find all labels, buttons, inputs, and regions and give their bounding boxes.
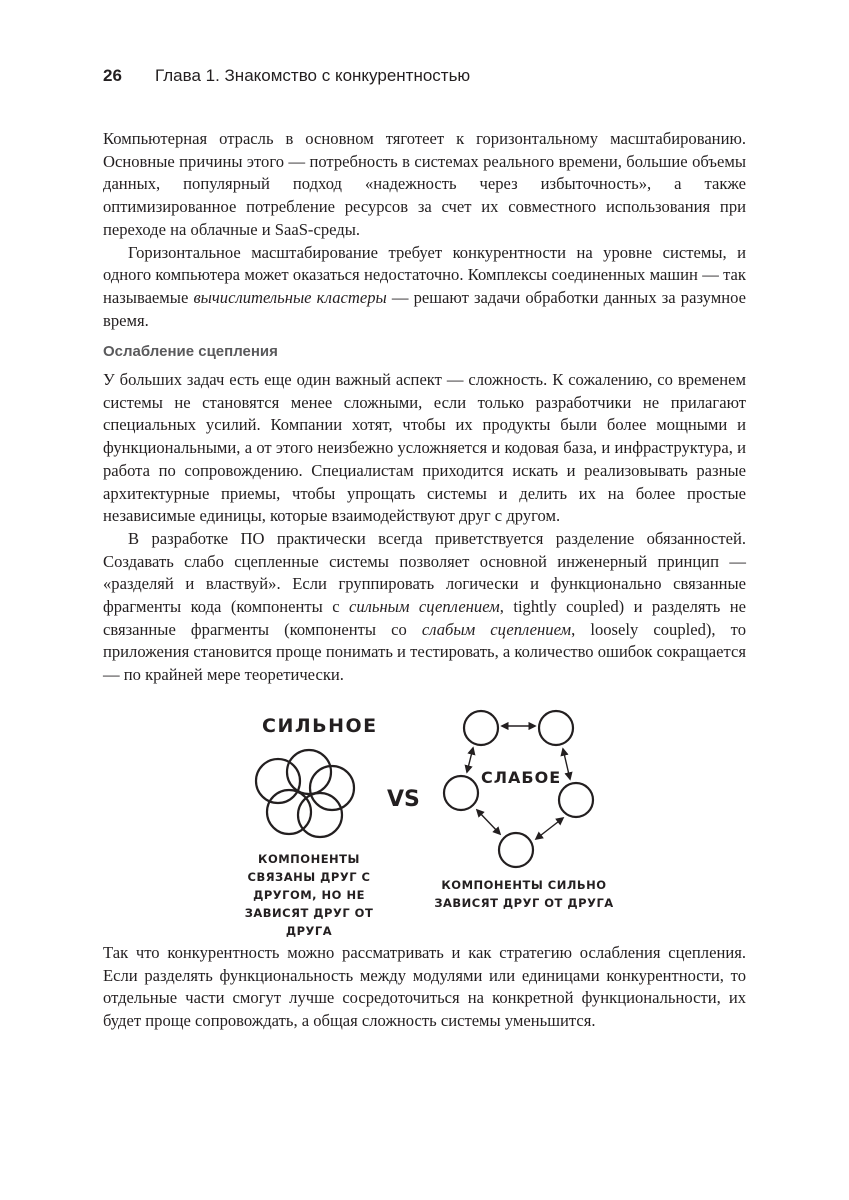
- vs-label: VS: [387, 787, 420, 812]
- dependency-arrow: [467, 748, 473, 772]
- term-loose-coupling: слабым сцеплением: [421, 619, 572, 639]
- strong-circle: [267, 790, 311, 834]
- text-block-intro: [103, 128, 746, 332]
- weak-circle: [444, 776, 478, 810]
- weak-circle: [539, 711, 573, 745]
- strong-label: СИЛЬНОЕ: [262, 715, 378, 737]
- dependency-arrow: [536, 818, 563, 839]
- running-title: Глава 1. Знакомство с конкурентностью: [155, 66, 471, 85]
- strong-circle: [298, 793, 342, 837]
- weak-cluster: [444, 711, 593, 867]
- page-number: 26: [103, 66, 122, 85]
- paragraph-clusters: Горизонтальное масштабирование требует конкурентности на уровне системы, и одного компьютера может оказаться недостаточно. Комплексы соединенных машин — так называемые вычислительные кластеры — решают задачи обработки данных за разумное время.: [103, 242, 746, 330]
- weak-caption: КОМПОНЕНТЫ СИЛЬНО ЗАВИСЯТ ДРУГ ОТ ДРУГА: [434, 878, 614, 910]
- paragraph-separation-of-concerns: В разработке ПО практически всегда приветствуется разделение обязанностей. Создавать слабо сцепленные системы позволяет основной инженерный принцип — «разделяй и властвуй». Если группировать логически и функционально связанные фрагменты кода (компоненты с сильным сцеплением, tightly coupled) и разделять не связанные фрагменты (компоненты со слабым сцеплением, loosely coupled), то приложения становится проще понимать и тестировать, а количество ошибок сокращается — по крайней мере теоретически.: [103, 528, 747, 685]
- paragraph-horizontal-scaling: Компьютерная отрасль в основном тяготеет к горизонтальному масштабированию. Основные причины этого — потребность в системах реального времени, большие объемы данных, популярный подход «надежность через избыточность», а также оптимизированное потребление ресурсов за счет их совместного использования при переходе на облачные и SaaS-среды.: [103, 129, 746, 239]
- term-tight-coupling: сильным сцеплением: [349, 597, 500, 617]
- strong-circle: [256, 759, 300, 803]
- section-heading: Ослабление сцепления: [103, 343, 278, 360]
- text-block-coupling: [103, 369, 746, 687]
- strong-caption: КОМПОНЕНТЫ СВЯЗАНЫ ДРУГ С ДРУГОМ, НО НЕ ЗАВИСЯТ ДРУГ ОТ ДРУГА: [244, 852, 374, 938]
- weak-circle: [559, 783, 593, 817]
- paragraph-complexity: У больших задач есть еще один важный аспект — сложность. К сожалению, со временем системы не становятся менее сложными, если только разработчики не прилагают специальных усилий. Компании хотят, чтобы их продукты были более мощными и функциональными, а от этого неизбежно усложняется и кодовая база, и инфраструктура, и работа по сопровождению. Специалистам приходится искать и реализовывать разные архитектурные приемы, чтобы упрощать системы и делить их на более простые независимые единицы, которые взаимодействуют друг с другом.: [103, 370, 746, 526]
- paragraph-conclusion: Так что конкурентность можно рассматривать и как стратегию ослабления сцепления. Если разделять функциональность между модулями или единицами конкурентности, то отдельные части смогут лучше сосредоточиться на конкретной функциональности, их будет проще сопровождать, а общая сложность системы уменьшится.: [103, 943, 746, 1031]
- text-block-conclusion: [103, 942, 746, 1033]
- weak-label: СЛАБОЕ: [481, 768, 562, 787]
- running-header: [103, 66, 470, 86]
- strong-cluster: [256, 750, 354, 837]
- weak-circle: [499, 833, 533, 867]
- weak-circle: [464, 711, 498, 745]
- dependency-arrow: [477, 810, 500, 834]
- term-computing-clusters: вычислительные кластеры: [193, 287, 387, 307]
- coupling-illustration: [220, 700, 640, 938]
- dependency-arrow: [563, 749, 570, 779]
